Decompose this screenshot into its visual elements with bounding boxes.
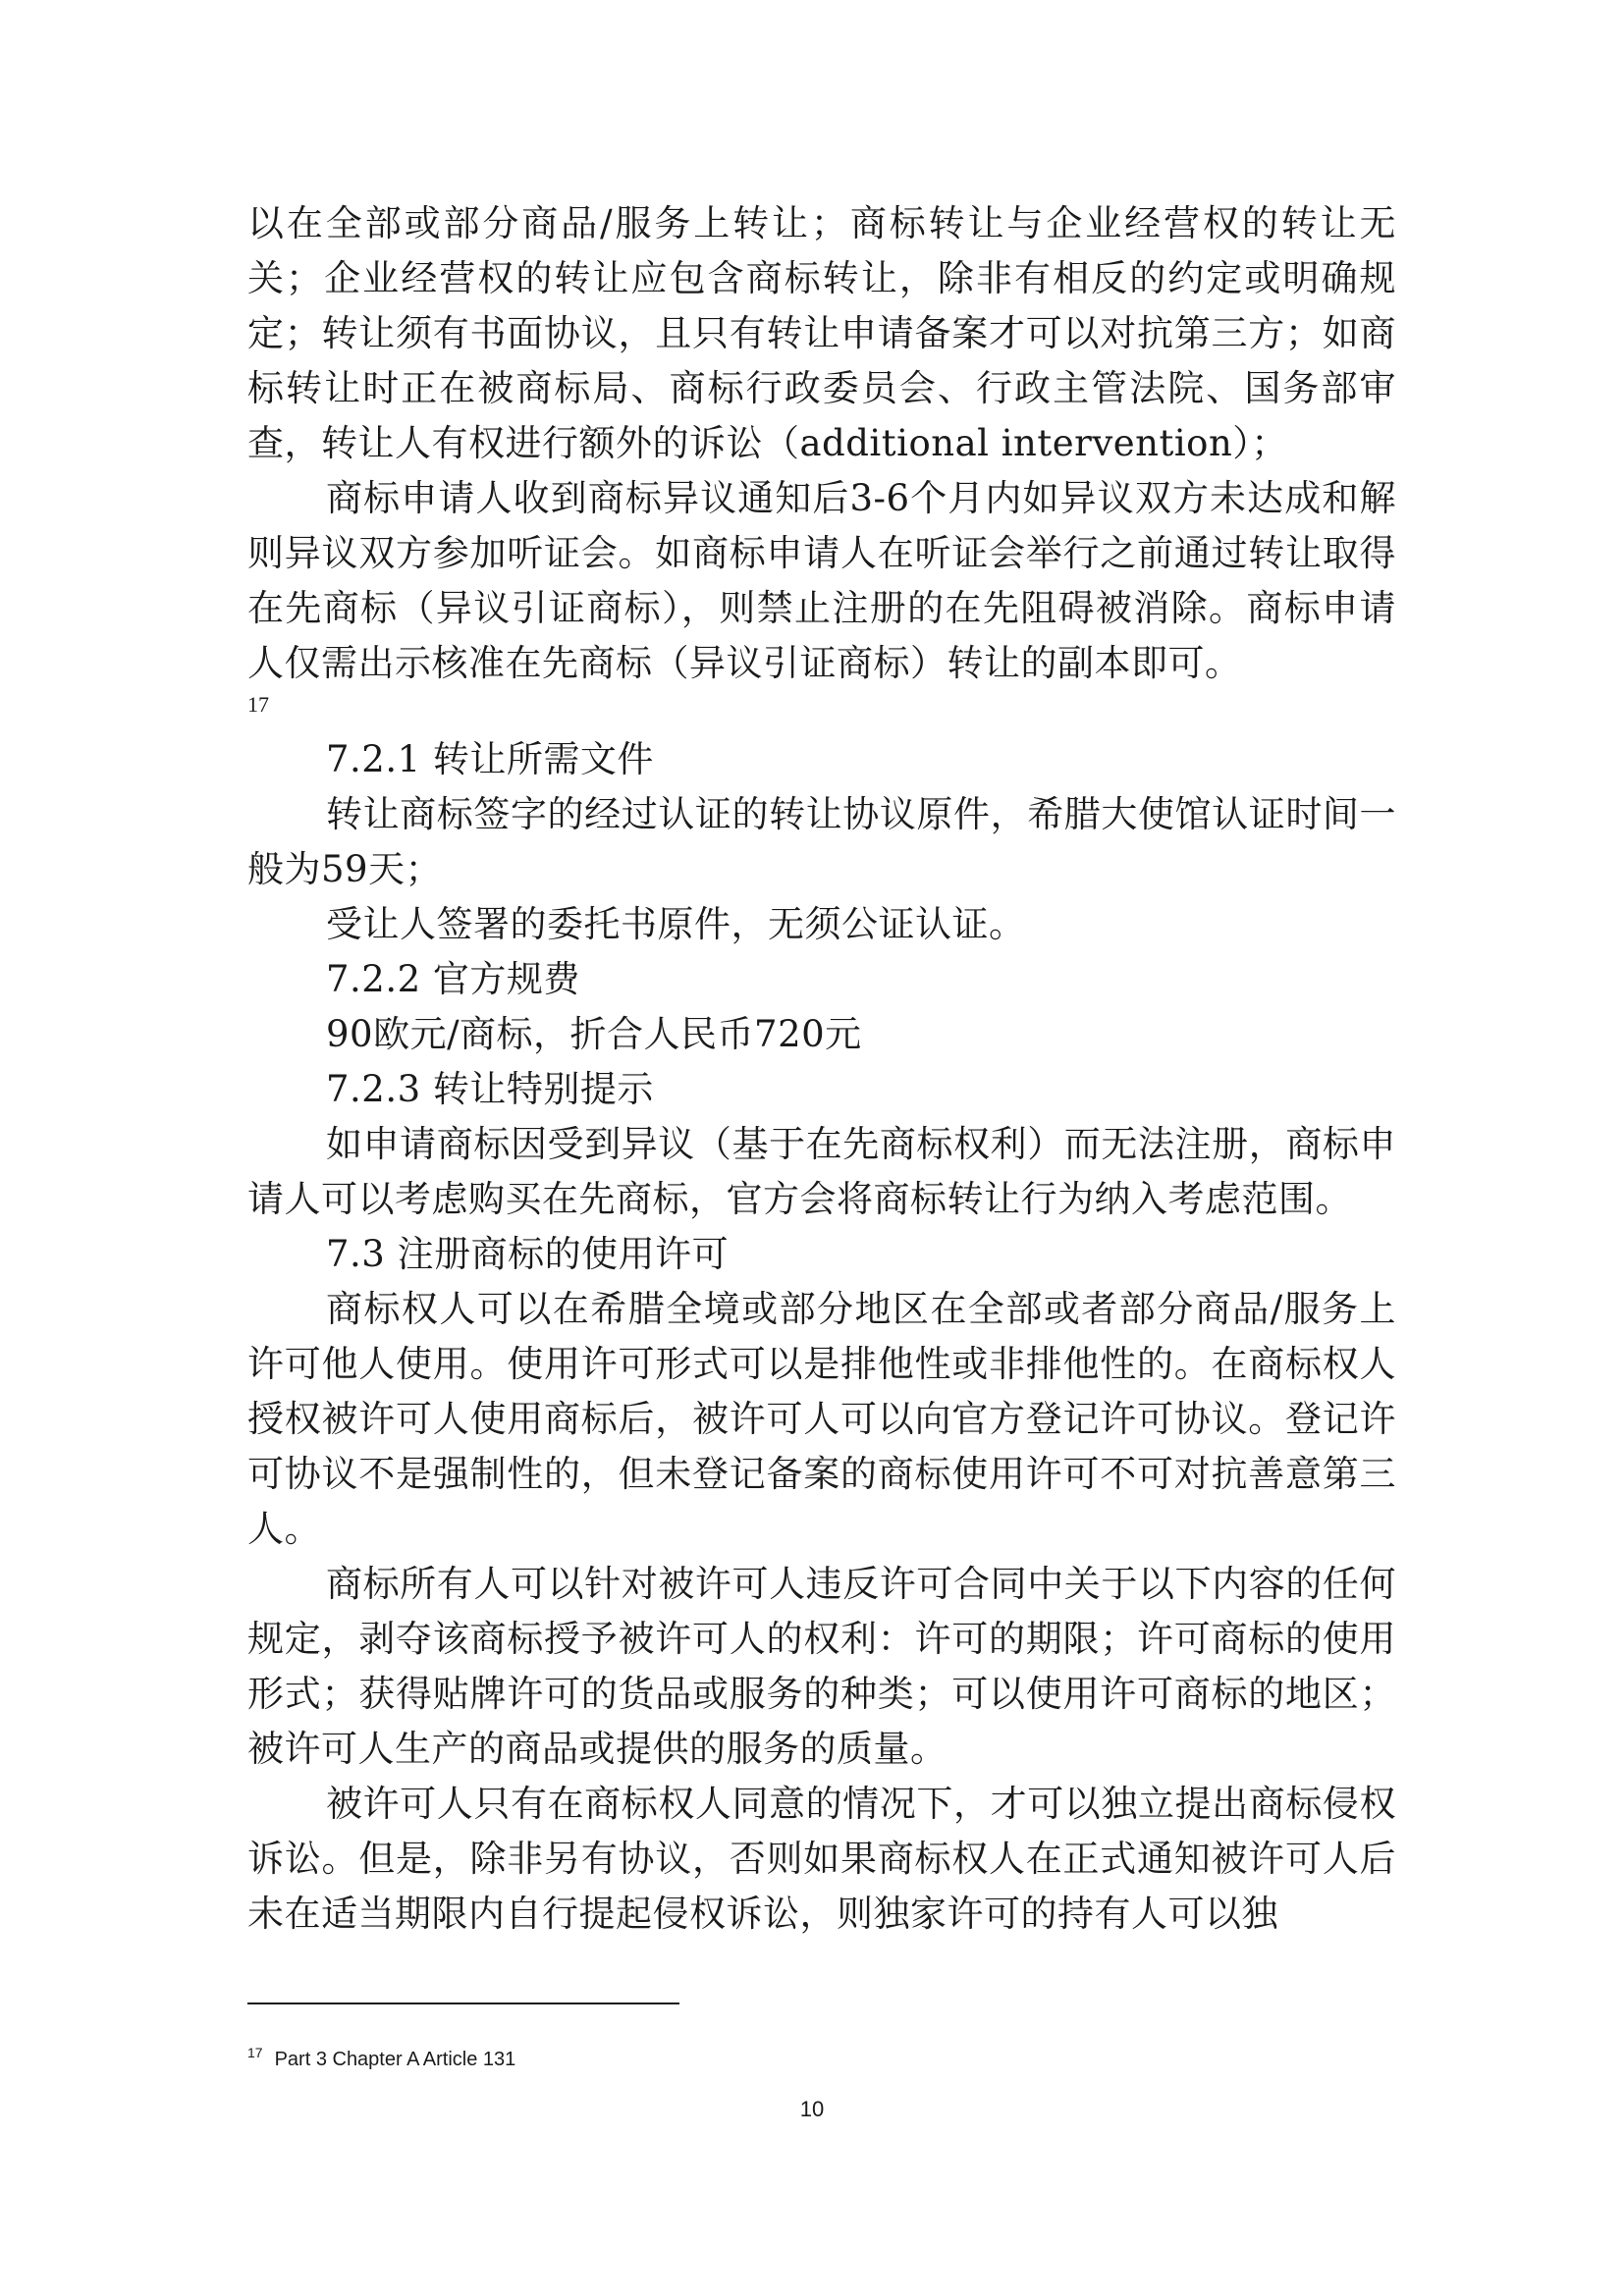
footnote-text: Part 3 Chapter A Article 131 [274, 2049, 516, 2070]
footnote-reference[interactable]: 17 [247, 692, 269, 717]
page-number: 10 [799, 2097, 825, 2121]
paragraph-license-revocation: 商标所有人可以针对被许可人违反许可合同中关于以下内容的任何规定，剥夺该商标授予被许可人的权利：许可的期限；许可商标的使用形式；获得贴牌许可的货品或服务的种类；可以使用许可商标的地区；被许可人生产的商品或提供的服务的质量。 [247, 1563, 1396, 1770]
footnote-divider [247, 2002, 679, 2004]
footnote-number: 17 [247, 2045, 263, 2060]
paragraph-license-scope: 商标权人可以在希腊全境或部分地区在全部或者部分商品/服务上许可他人使用。使用许可形式可以是排他性或非排他性的。在商标权人授权被许可人使用商标后，被许可人可以向官方登记许可协议。登记许可协议不是强制性的，但未登记备案的商标使用许可不可对抗善意第三人。 [247, 1288, 1396, 1550]
paragraph-power-of-attorney: 受让人签署的委托书原件，无须公证认证。 [326, 903, 1026, 945]
section-heading-7-2-1: 7.2.1 转让所需文件 [326, 738, 654, 780]
body-text [247, 196, 1396, 1942]
paragraph-transfer-rules: 以在全部或部分商品/服务上转让；商标转让与企业经营权的转让无关；企业经营权的转让应包含商标转让，除非有相反的约定或明确规定；转让须有书面协议，且只有转让申请备案才可以对抗第三方；如商标转让时正在被商标局、商标行政委员会、行政主管法院、国务部审查，转让人有权进行额外的诉讼（additional intervention）； [247, 202, 1396, 464]
section-heading-7-2-2: 7.2.2 官方规费 [326, 958, 580, 1000]
paragraph-licensee-litigation: 被许可人只有在商标权人同意的情况下，才可以独立提出商标侵权诉讼。但是，除非另有协议，否则如果商标权人在正式通知被许可人后未在适当期限内自行提起侵权诉讼，则独家许可的持有人可以独 [247, 1783, 1396, 1935]
section-heading-7-2-3: 7.2.3 转让特别提示 [326, 1068, 654, 1110]
footnote [247, 2040, 515, 2072]
section-heading-7-3: 7.3 注册商标的使用许可 [326, 1233, 730, 1275]
paragraph-transfer-notes: 如申请商标因受到异议（基于在先商标权利）而无法注册，商标申请人可以考虑购买在先商标，官方会将商标转让行为纳入考虑范围。 [247, 1123, 1396, 1220]
paragraph-official-fees: 90欧元/商标，折合人民币720元 [326, 1013, 862, 1055]
paragraph-transfer-documents: 转让商标签字的经过认证的转让协议原件，希腊大使馆认证时间一般为59天； [247, 793, 1396, 890]
paragraph-opposition-hearing: 商标申请人收到商标异议通知后3-6个月内如异议双方未达成和解则异议双方参加听证会。如商标申请人在听证会举行之前通过转让取得在先商标（异议引证商标），则禁止注册的在先阻碍被消除。商标申请人仅需出示核准在先商标（异议引证商标）转让的副本即可。 [247, 477, 1396, 684]
